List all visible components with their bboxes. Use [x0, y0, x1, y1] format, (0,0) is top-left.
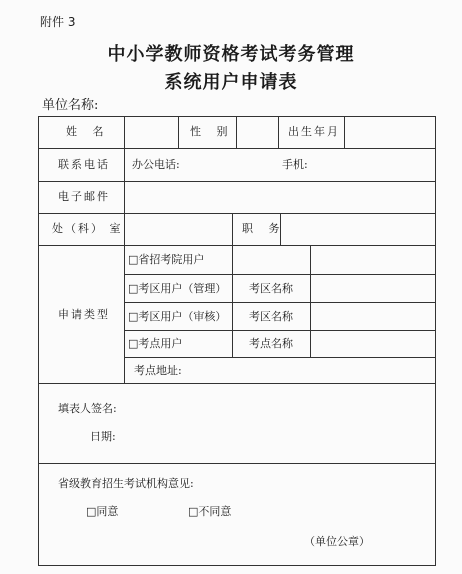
office-phone-label: 办公电话: [132, 158, 180, 171]
document-title-line-1: 中小学教师资格考试考务管理 [107, 44, 355, 65]
column-divider [232, 213, 233, 245]
disagree-checkbox[interactable]: □不同意 [188, 505, 232, 518]
district-name-label: 考区名称 [249, 282, 293, 295]
column-divider [310, 245, 311, 357]
table-border-top [38, 116, 436, 117]
row-divider [38, 245, 436, 246]
table-border-right [435, 116, 436, 565]
row-divider [124, 330, 436, 331]
row-divider [124, 302, 436, 303]
option-district-reviewer-user[interactable]: □考区用户（审核） [128, 310, 227, 323]
table-border-bottom [38, 565, 436, 566]
row-divider [124, 274, 436, 275]
row-divider [38, 181, 436, 182]
district-name-label: 考区名称 [249, 310, 293, 323]
attachment-label: 附件 3 [40, 15, 76, 29]
provincial-opinion-label: 省级教育招生考试机构意见: [58, 477, 194, 490]
column-divider [236, 116, 237, 148]
mobile-label: 手机: [282, 158, 308, 171]
column-divider [232, 245, 233, 357]
exam-site-address-label: 考点地址: [134, 364, 182, 377]
gender-label: 性 别 [190, 125, 234, 138]
agree-checkbox[interactable]: □同意 [86, 505, 119, 518]
option-provincial-user[interactable]: □省招考院用户 [128, 253, 205, 266]
column-divider [178, 116, 179, 148]
position-label: 职 务 [242, 222, 286, 235]
option-exam-site-user[interactable]: □考点用户 [128, 337, 183, 350]
official-seal-label: （单位公章） [304, 535, 370, 548]
row-divider [38, 383, 436, 384]
application-type-label: 申请类型 [58, 308, 110, 321]
row-divider [38, 213, 436, 214]
department-label: 处（科） 室 [52, 222, 123, 235]
name-label: 姓 名 [66, 125, 110, 138]
option-district-admin-user[interactable]: □考区用户（管理） [128, 282, 227, 295]
contact-phone-label: 联系电话 [58, 158, 110, 171]
application-form-table [38, 116, 436, 566]
document-title-line-2: 系统用户申请表 [164, 72, 298, 93]
column-divider [344, 116, 345, 148]
date-label: 日期: [90, 430, 116, 443]
column-divider [278, 116, 279, 148]
column-divider [124, 116, 125, 383]
exam-site-name-label: 考点名称 [249, 337, 293, 350]
table-border-left [38, 116, 39, 565]
birth-date-label: 出生年月 [288, 125, 340, 138]
row-divider [38, 148, 436, 149]
filler-signature-label: 填表人签名: [58, 402, 117, 415]
row-divider [124, 357, 436, 358]
email-label: 电子邮件 [58, 190, 110, 203]
unit-name-label: 单位名称: [42, 98, 99, 113]
row-divider [38, 463, 436, 464]
